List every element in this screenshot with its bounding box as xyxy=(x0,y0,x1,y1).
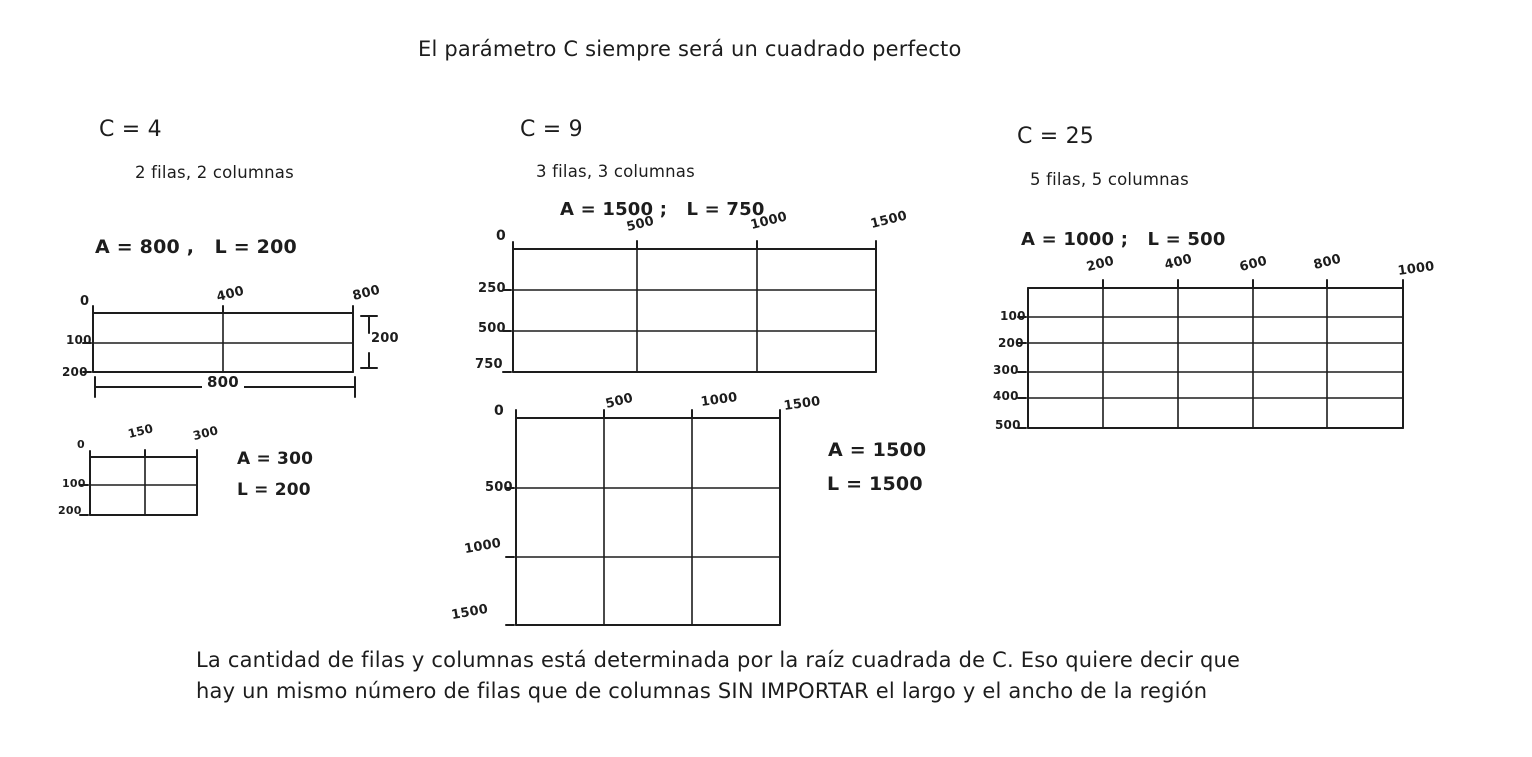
y-tick-label: 400 xyxy=(993,389,1019,403)
y-tick-label: 1000 xyxy=(463,535,503,558)
c9-grid1-params-label: A = 1500 ; L = 750 xyxy=(560,199,765,220)
c9-value-label: C = 9 xyxy=(520,117,583,142)
c4-grid2-area-label: A = 300 xyxy=(237,449,314,469)
y-tick-label: 500 xyxy=(478,321,506,336)
c4-grid2-length-label: L = 200 xyxy=(237,480,311,500)
x-tick-label: 600 xyxy=(1238,253,1269,276)
c9-rows-cols-label: 3 filas, 3 columnas xyxy=(536,162,695,181)
c25-rows-cols-label: 5 filas, 5 columnas xyxy=(1030,170,1189,189)
y-tick-label: 500 xyxy=(485,480,513,495)
c9-grid2-length-label: L = 1500 xyxy=(827,473,923,495)
y-tick-label: 300 xyxy=(993,363,1019,377)
c4-rows-cols-label: 2 filas, 2 columnas xyxy=(135,163,294,182)
y-tick-label: 750 xyxy=(475,357,503,372)
x-tick-label: 0 xyxy=(494,403,504,419)
c25-value-label: C = 25 xyxy=(1017,124,1094,149)
x-tick-label: 200 xyxy=(1085,253,1116,276)
y-tick-label: 200 xyxy=(998,336,1024,350)
c9-grid2-area-label: A = 1500 xyxy=(828,439,927,461)
x-tick-label: 300 xyxy=(191,423,220,444)
c4-grid1-params-label: A = 800 , L = 200 xyxy=(95,236,297,258)
x-tick-label: 1000 xyxy=(699,390,739,411)
height-dimension-label: 200 xyxy=(371,331,399,346)
x-tick-label: 400 xyxy=(215,283,246,306)
x-tick-label: 500 xyxy=(604,390,635,413)
x-tick-label: 500 xyxy=(625,213,656,236)
x-tick-label: 150 xyxy=(126,421,155,442)
x-tick-label: 0 xyxy=(77,438,85,451)
c9-grid2-lines xyxy=(504,406,796,640)
y-tick-label: 100 xyxy=(62,477,86,490)
y-tick-label: 100 xyxy=(1000,309,1026,323)
c4-grid2-lines xyxy=(78,445,212,529)
y-tick-label: 250 xyxy=(478,281,506,296)
x-tick-label: 1000 xyxy=(749,209,789,234)
width-dimension-label: 800 xyxy=(202,374,244,391)
footer-note-line1: La cantidad de filas y columnas está determinada por la raíz cuadrada de C. Eso quiere decir que xyxy=(196,648,1241,672)
x-tick-label: 1500 xyxy=(782,394,822,415)
x-tick-label: 0 xyxy=(496,228,506,244)
x-tick-label: 1500 xyxy=(869,208,909,233)
footer-note-line2: hay un mismo número de filas que de columnas SIN IMPORTAR el largo y el ancho de la región xyxy=(196,679,1208,703)
y-tick-label: 1500 xyxy=(450,601,490,624)
x-tick-label: 0 xyxy=(80,294,90,309)
y-tick-label: 500 xyxy=(995,418,1021,432)
y-tick-label: 100 xyxy=(66,333,92,347)
x-tick-label: 400 xyxy=(1163,251,1194,274)
x-tick-label: 800 xyxy=(1312,251,1343,274)
diagram-title: El parámetro C siempre será un cuadrado perfecto xyxy=(418,37,962,61)
c25-grid1-params-label: A = 1000 ; L = 500 xyxy=(1021,229,1226,250)
c25-grid1-lines xyxy=(1016,276,1418,444)
x-tick-label: 1000 xyxy=(1396,259,1436,280)
x-tick-label: 800 xyxy=(351,282,382,305)
y-tick-label: 200 xyxy=(62,365,88,379)
c9-grid1-lines xyxy=(501,237,891,387)
c4-value-label: C = 4 xyxy=(99,117,162,142)
y-tick-label: 200 xyxy=(58,504,82,517)
